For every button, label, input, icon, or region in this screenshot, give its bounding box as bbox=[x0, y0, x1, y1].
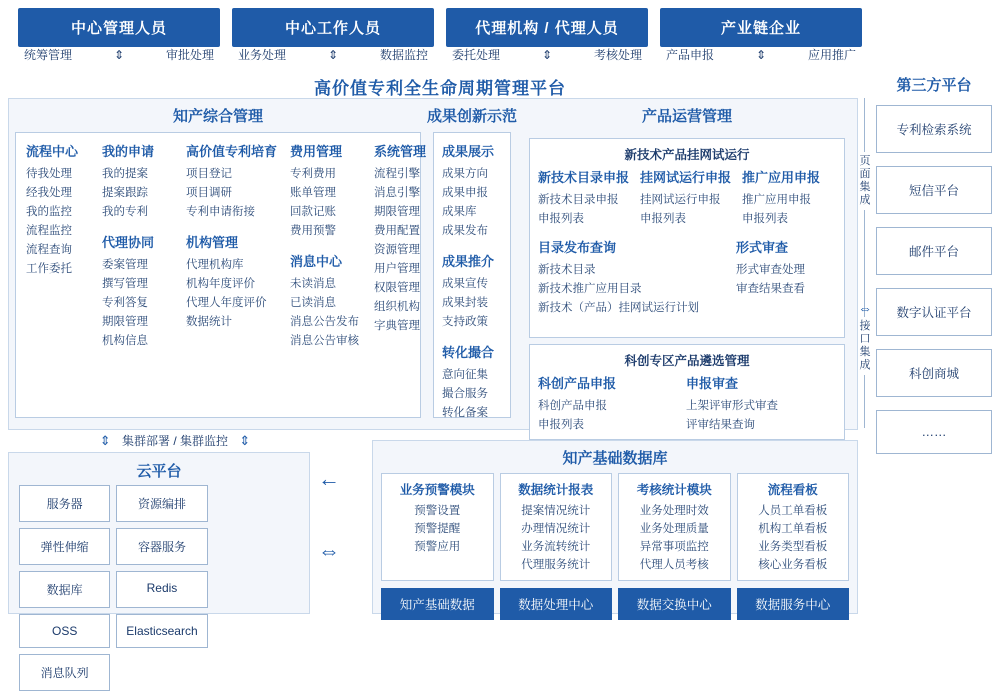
menu-item[interactable]: 申报列表 bbox=[640, 213, 686, 225]
menu-item[interactable]: 成果封装 bbox=[442, 297, 488, 309]
menu-item[interactable]: 申报列表 bbox=[538, 419, 584, 431]
menu-item[interactable]: 意向征集 bbox=[442, 369, 488, 381]
subsection-innovation-zone bbox=[529, 344, 845, 440]
group bbox=[538, 167, 632, 229]
cloud-platform-box bbox=[8, 452, 310, 680]
menu-item[interactable]: 申报列表 bbox=[742, 213, 788, 225]
database-service[interactable]: 数据处理中心 bbox=[500, 588, 613, 620]
menu-item[interactable]: 已读消息 bbox=[290, 297, 336, 309]
menu-item[interactable]: 上架评审形式审查 bbox=[686, 400, 778, 412]
module-item[interactable]: 预警设置 bbox=[414, 505, 461, 517]
menu-item[interactable]: 期限管理 bbox=[102, 316, 148, 328]
integration-rail bbox=[858, 98, 872, 428]
cloud-items-grid bbox=[9, 485, 309, 691]
menu-item[interactable]: 流程监控 bbox=[26, 225, 72, 237]
role-function-label: 业务处理 bbox=[238, 48, 287, 62]
cluster-label: 集群部署 / 集群监控 bbox=[121, 434, 228, 448]
updown-arrow-icon: ⇕ bbox=[99, 433, 111, 448]
cloud-item[interactable]: Elasticsearch bbox=[116, 614, 207, 648]
module-item[interactable]: 人员工单看板 bbox=[758, 505, 828, 517]
menu-item[interactable]: 审查结果查看 bbox=[736, 283, 805, 295]
subsection-new-tech-trial bbox=[529, 138, 845, 338]
menu-item[interactable]: 我的提案 bbox=[102, 168, 148, 180]
subsection-title: 新技术产品挂网试运行 bbox=[624, 148, 750, 162]
menu-item[interactable]: 转化备案 bbox=[442, 407, 488, 419]
menu-item[interactable]: 挂网试运行申报 bbox=[640, 194, 721, 206]
group-title: 我的申请 bbox=[102, 144, 155, 159]
column bbox=[102, 141, 180, 409]
role-bar bbox=[18, 8, 862, 47]
module-item[interactable]: 业务类型看板 bbox=[758, 541, 828, 553]
cloud-item[interactable]: Redis bbox=[116, 571, 207, 608]
rail-line bbox=[864, 98, 865, 428]
leftright-arrow-icon: ⇔ bbox=[858, 300, 872, 316]
menu-item[interactable]: 流程引擎 bbox=[374, 168, 420, 180]
section-panel bbox=[433, 132, 511, 418]
role-functions bbox=[18, 46, 220, 63]
menu-item[interactable]: 未读消息 bbox=[290, 278, 336, 290]
role-functions-row bbox=[18, 46, 862, 63]
group-title: 流程中心 bbox=[26, 144, 79, 159]
database-service[interactable]: 知产基础数据 bbox=[381, 588, 494, 620]
subsection-title: 科创专区产品遴选管理 bbox=[624, 354, 750, 368]
section-panel bbox=[523, 132, 851, 431]
database-service[interactable]: 数据交换中心 bbox=[618, 588, 731, 620]
group-title: 挂网试运行申报 bbox=[640, 170, 732, 185]
menu-item[interactable]: 费用预警 bbox=[290, 225, 336, 237]
role-function-label: 考核处理 bbox=[593, 48, 642, 62]
module-title: 业务预警模块 bbox=[399, 483, 475, 497]
menu-item[interactable]: 评审结果查询 bbox=[686, 419, 755, 431]
menu-item[interactable]: 流程查询 bbox=[26, 244, 72, 256]
left-arrow-icon: ← bbox=[318, 466, 340, 491]
menu-item[interactable]: 专利答复 bbox=[102, 297, 148, 309]
cloud-item[interactable]: 服务器 bbox=[19, 485, 110, 522]
third-party-item[interactable]: 数字认证平台 bbox=[876, 288, 992, 336]
menu-item[interactable]: 成果库 bbox=[442, 206, 477, 218]
menu-item[interactable]: 期限管理 bbox=[374, 206, 420, 218]
updown-arrow-icon: ⇕ bbox=[755, 47, 767, 62]
menu-item[interactable]: 成果方向 bbox=[442, 168, 488, 180]
menu-item[interactable]: 消息公告审核 bbox=[290, 335, 359, 347]
menu-item[interactable]: 撰写管理 bbox=[102, 278, 148, 290]
menu-item[interactable]: 字典管理 bbox=[374, 320, 420, 332]
database-module bbox=[737, 473, 850, 581]
menu-item[interactable]: 消息公告发布 bbox=[290, 316, 359, 328]
database-module bbox=[381, 473, 494, 581]
group-title: 成果推介 bbox=[442, 254, 495, 269]
updown-arrow-icon: ⇕ bbox=[541, 47, 553, 62]
menu-item[interactable]: 代理人年度评价 bbox=[186, 297, 267, 309]
group-title: 费用管理 bbox=[290, 144, 343, 159]
menu-item[interactable]: 数据统计 bbox=[186, 316, 232, 328]
module-item[interactable]: 业务处理质量 bbox=[639, 523, 709, 535]
role-functions bbox=[660, 46, 862, 63]
module-item[interactable]: 提案情况统计 bbox=[521, 505, 591, 517]
cloud-platform-title: 云平台 bbox=[136, 463, 182, 480]
section-product-ops bbox=[517, 99, 857, 429]
module-title: 考核统计模块 bbox=[636, 483, 712, 497]
menu-item[interactable]: 项目登记 bbox=[186, 168, 232, 180]
updown-arrow-icon: ⇕ bbox=[113, 47, 125, 62]
cloud-item[interactable]: 数据库 bbox=[19, 571, 110, 608]
menu-item[interactable]: 申报列表 bbox=[538, 213, 584, 225]
menu-item[interactable]: 权限管理 bbox=[374, 282, 420, 294]
cloud-item[interactable]: 消息队列 bbox=[19, 654, 110, 691]
cloud-item[interactable]: 弹性伸缩 bbox=[19, 528, 110, 565]
menu-item[interactable]: 用户管理 bbox=[374, 263, 420, 275]
database-bottom-row bbox=[373, 581, 857, 620]
module-title: 流程看板 bbox=[767, 483, 818, 497]
module-item[interactable]: 机构工单看板 bbox=[758, 523, 828, 535]
menu-item[interactable]: 新技术（产品）挂网试运行计划 bbox=[538, 302, 699, 314]
menu-item[interactable]: 账单管理 bbox=[290, 187, 336, 199]
module-item[interactable]: 业务处理时效 bbox=[639, 505, 709, 517]
menu-item[interactable]: 形式审查处理 bbox=[736, 264, 805, 276]
platform-main-box bbox=[8, 98, 858, 430]
menu-item[interactable]: 费用配置 bbox=[374, 225, 420, 237]
menu-item[interactable]: 委案管理 bbox=[102, 259, 148, 271]
third-party-item[interactable]: 短信平台 bbox=[876, 166, 992, 214]
section-title: 产品运营管理 bbox=[641, 108, 732, 125]
menu-item[interactable]: 消息引擎 bbox=[374, 187, 420, 199]
menu-item[interactable]: 科创产品申报 bbox=[538, 400, 607, 412]
database-module bbox=[500, 473, 613, 581]
role-function-label: 应用推广 bbox=[807, 48, 856, 62]
third-party-item[interactable]: …… bbox=[876, 410, 992, 454]
updown-arrow-icon: ⇕ bbox=[239, 433, 251, 448]
module-item[interactable]: 办理情况统计 bbox=[521, 523, 591, 535]
column bbox=[186, 141, 284, 409]
cluster-label-row bbox=[50, 432, 300, 449]
menu-item[interactable]: 组织机构 bbox=[374, 301, 420, 313]
section-achievement bbox=[427, 99, 517, 429]
group bbox=[538, 237, 728, 318]
database-box bbox=[372, 440, 858, 614]
cloud-item[interactable]: 资源编排 bbox=[116, 485, 207, 522]
menu-item[interactable]: 撮合服务 bbox=[442, 388, 488, 400]
section-title: 知产综合管理 bbox=[172, 108, 263, 125]
menu-item[interactable]: 我的专利 bbox=[102, 206, 148, 218]
role-card: 代理机构 / 代理人员 bbox=[446, 8, 648, 47]
module-item[interactable]: 异常事项监控 bbox=[639, 541, 709, 553]
group bbox=[736, 237, 836, 318]
menu-item[interactable]: 待我处理 bbox=[26, 168, 72, 180]
menu-item[interactable]: 推广应用申报 bbox=[742, 194, 811, 206]
third-party-item[interactable]: 专利检索系统 bbox=[876, 105, 992, 153]
menu-item[interactable]: 新技术目录申报 bbox=[538, 194, 619, 206]
menu-item[interactable]: 项目调研 bbox=[186, 187, 232, 199]
group-title: 系统管理 bbox=[374, 144, 427, 159]
rail-label-page-integration: 页面集成 bbox=[859, 152, 872, 210]
group-title: 新技术目录申报 bbox=[538, 170, 630, 185]
menu-item[interactable]: 新技术推广应用目录 bbox=[538, 283, 642, 295]
group-title: 机构管理 bbox=[186, 235, 239, 250]
third-party-title: 第三方平台 bbox=[896, 77, 972, 94]
module-title: 数据统计报表 bbox=[518, 483, 594, 497]
menu-item[interactable]: 我的监控 bbox=[26, 206, 72, 218]
role-functions bbox=[446, 46, 648, 63]
role-function-label: 产品申报 bbox=[666, 48, 715, 62]
third-party-platform bbox=[876, 74, 992, 467]
group-title: 代理协同 bbox=[102, 235, 155, 250]
group-title: 申报审查 bbox=[686, 376, 739, 391]
group-title: 目录发布查询 bbox=[538, 240, 617, 255]
role-card: 中心管理人员 bbox=[18, 8, 220, 47]
group-title: 消息中心 bbox=[290, 254, 343, 269]
third-party-item[interactable]: 邮件平台 bbox=[876, 227, 992, 275]
rail-label-api-integration: 接口集成 bbox=[859, 317, 872, 375]
menu-item[interactable]: 新技术目录 bbox=[538, 264, 596, 276]
group bbox=[686, 373, 836, 435]
section-ip-admin bbox=[9, 99, 427, 429]
role-function-label: 数据监控 bbox=[379, 48, 428, 62]
updown-arrow-icon: ⇕ bbox=[327, 47, 339, 62]
module-item[interactable]: 预警应用 bbox=[414, 541, 461, 553]
menu-item[interactable]: 代理机构库 bbox=[186, 259, 244, 271]
menu-item[interactable]: 回款记账 bbox=[290, 206, 336, 218]
menu-item[interactable]: 专利费用 bbox=[290, 168, 336, 180]
role-function-label: 委托处理 bbox=[452, 48, 501, 62]
menu-item[interactable]: 专利申请衔接 bbox=[186, 206, 255, 218]
group bbox=[742, 167, 836, 229]
menu-item[interactable]: 工作委托 bbox=[26, 263, 72, 275]
group-title: 形式审查 bbox=[736, 240, 789, 255]
module-item[interactable]: 核心业务看板 bbox=[758, 559, 828, 571]
database-service[interactable]: 数据服务中心 bbox=[737, 588, 850, 620]
menu-item[interactable]: 成果申报 bbox=[442, 187, 488, 199]
role-function-label: 审批处理 bbox=[165, 48, 214, 62]
module-item[interactable]: 代理服务统计 bbox=[521, 559, 591, 571]
menu-item[interactable]: 成果发布 bbox=[442, 225, 488, 237]
section-title: 成果创新示范 bbox=[427, 108, 518, 125]
group-title: 转化撮合 bbox=[442, 345, 495, 360]
menu-item[interactable]: 资源管理 bbox=[374, 244, 420, 256]
database-title: 知产基础数据库 bbox=[562, 450, 668, 467]
column bbox=[26, 141, 96, 409]
platform-title: 高价值专利全生命周期管理平台 bbox=[314, 79, 566, 98]
group-title: 推广应用申报 bbox=[742, 170, 821, 185]
menu-item[interactable]: 经我处理 bbox=[26, 187, 72, 199]
role-card: 中心工作人员 bbox=[232, 8, 434, 47]
group bbox=[538, 373, 678, 435]
module-item[interactable]: 代理人员考核 bbox=[639, 559, 709, 571]
module-item[interactable]: 业务流转统计 bbox=[521, 541, 591, 553]
third-party-item[interactable]: 科创商城 bbox=[876, 349, 992, 397]
menu-item[interactable]: 机构年度评价 bbox=[186, 278, 255, 290]
database-module bbox=[618, 473, 731, 581]
role-functions bbox=[232, 46, 434, 63]
menu-item[interactable]: 支持政策 bbox=[442, 316, 488, 328]
module-item[interactable]: 预警提醒 bbox=[414, 523, 461, 535]
menu-item[interactable]: 提案跟踪 bbox=[102, 187, 148, 199]
column bbox=[290, 141, 368, 409]
role-function-label: 统筹管理 bbox=[24, 48, 73, 62]
group-title: 高价值专利培育 bbox=[186, 144, 278, 159]
cloud-item[interactable]: OSS bbox=[19, 614, 110, 648]
group-title: 成果展示 bbox=[442, 144, 495, 159]
menu-item[interactable]: 机构信息 bbox=[102, 335, 148, 347]
database-columns bbox=[373, 473, 857, 581]
role-card: 产业链企业 bbox=[660, 8, 862, 47]
cloud-item[interactable]: 容器服务 bbox=[116, 528, 207, 565]
group bbox=[640, 167, 734, 229]
menu-item[interactable]: 成果宣传 bbox=[442, 278, 488, 290]
leftright-arrow-icon: ⇔ bbox=[318, 538, 340, 563]
section-panel bbox=[15, 132, 427, 418]
group-title: 科创产品申报 bbox=[538, 376, 617, 391]
